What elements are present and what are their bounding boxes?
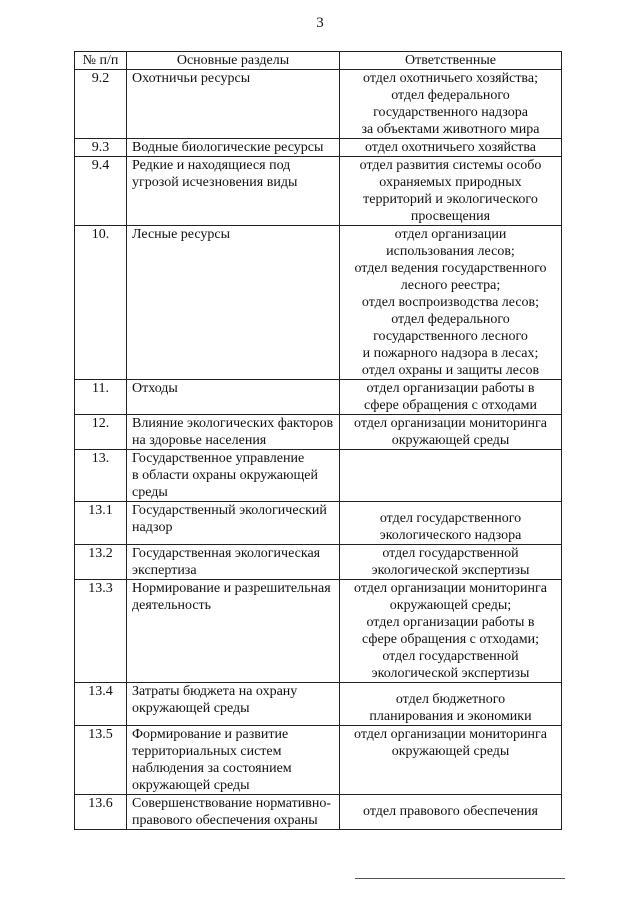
footer-rule (355, 878, 565, 879)
header-number: № п/п (75, 52, 127, 70)
responsible-line: отдел организации мониторинга (354, 727, 547, 742)
section-line: Формирование и развитие (132, 727, 289, 742)
table-row (75, 139, 562, 157)
table-header-row (75, 52, 562, 70)
row-responsible (340, 70, 562, 139)
row-section (127, 502, 340, 545)
table-row (75, 226, 562, 380)
row-section (127, 795, 340, 830)
row-responsible (340, 502, 562, 545)
section-line: на здоровье населения (132, 433, 267, 448)
responsible-line: отдел государственного (379, 511, 522, 526)
row-responsible (340, 683, 562, 726)
responsible-line: отдел организации мониторинга (354, 416, 547, 431)
table-row (75, 580, 562, 683)
section-line: Водные биологические ресурсы (132, 140, 324, 155)
responsible-line: отдел бюджетного (395, 692, 506, 707)
row-section (127, 380, 340, 415)
row-section (127, 139, 340, 157)
responsible-line: окружающей среды (391, 744, 510, 759)
responsible-line: охраняемых природных (379, 175, 522, 190)
row-number: 13.6 (75, 795, 127, 830)
responsible-line: просвещения (410, 209, 491, 224)
table-body (75, 70, 562, 830)
section-line: Охотничьи ресурсы (132, 71, 251, 86)
table-row (75, 380, 562, 415)
responsible-line: окружающей среды; (389, 598, 512, 613)
section-line: Государственное управление (132, 451, 305, 466)
section-line: угрозой исчезновения виды (132, 175, 298, 190)
table-row (75, 502, 562, 545)
row-number: 9.4 (75, 157, 127, 226)
responsible-line: экологического надзора (379, 528, 522, 543)
section-line: Государственный экологический (132, 503, 327, 518)
row-section (127, 450, 340, 502)
row-number: 13. (75, 450, 127, 502)
responsible-line: государственного лесного (373, 329, 528, 344)
row-section (127, 157, 340, 226)
table-row (75, 70, 562, 139)
responsible-line: отдел воспроизводства лесов; (361, 295, 540, 310)
row-responsible (340, 545, 562, 580)
responsibility-table (74, 51, 562, 830)
page-number: 3 (316, 15, 324, 31)
responsible-line: отдел охраны и защиты лесов (361, 363, 540, 378)
responsible-line: отдел охотничьего хозяйства; (363, 71, 538, 86)
section-line: в области охраны окружающей (132, 468, 318, 483)
responsible-line: государственного надзора (373, 105, 528, 120)
header-sections: Основные разделы (127, 52, 340, 70)
row-section (127, 545, 340, 580)
section-line: территориальных систем (132, 744, 282, 759)
row-number: 9.2 (75, 70, 127, 139)
responsible-line: отдел федерального (391, 312, 510, 327)
responsible-line: сфере обращения с отходами (363, 398, 538, 413)
responsible-line: отдел организации работы в (366, 381, 535, 396)
row-section (127, 726, 340, 795)
section-line: Отходы (132, 381, 178, 396)
table-row (75, 545, 562, 580)
responsible-line: отдел ведения государственного (354, 261, 547, 276)
row-section (127, 580, 340, 683)
section-line: среды (132, 485, 168, 500)
responsible-line: планирования и экономики (369, 709, 532, 724)
row-responsible (340, 415, 562, 450)
row-number: 13.3 (75, 580, 127, 683)
row-number: 9.3 (75, 139, 127, 157)
section-line: окружающей среды (132, 701, 250, 716)
responsible-line: за объектами животного мира (361, 122, 540, 137)
row-responsible (340, 726, 562, 795)
responsible-line: отдел правового обеспечения (363, 804, 538, 819)
responsible-line: и пожарного надзора в лесах; (362, 346, 539, 361)
responsible-line: экологической экспертизы (371, 666, 530, 681)
row-number: 10. (75, 226, 127, 380)
responsible-line: отдел охотничьего хозяйства (364, 140, 537, 155)
row-number: 13.4 (75, 683, 127, 726)
responsible-line: отдел развития системы особо (359, 158, 542, 173)
section-line: Затраты бюджета на охрану (132, 684, 298, 699)
responsible-line: использования лесов; (386, 244, 515, 259)
responsible-line: отдел государственной (382, 649, 519, 664)
section-line: надзор (132, 520, 173, 535)
row-number: 13.2 (75, 545, 127, 580)
row-responsible (340, 795, 562, 830)
table-row (75, 450, 562, 502)
section-line: Государственная экологическая (132, 546, 321, 561)
row-responsible (340, 380, 562, 415)
section-line: Влияние экологических факторов (132, 416, 334, 431)
table-row (75, 157, 562, 226)
responsible-line: сфере обращения с отходами; (362, 632, 539, 647)
row-section (127, 683, 340, 726)
row-section (127, 415, 340, 450)
section-line: окружающей среды (132, 778, 250, 793)
section-line: Редкие и находящиеся под (132, 158, 291, 173)
responsible-line: отдел государственной (382, 546, 519, 561)
responsible-line: отдел организации работы в (366, 615, 535, 630)
header-responsible: Ответственные (340, 52, 562, 70)
section-line: экспертиза (132, 563, 197, 578)
row-number: 11. (75, 380, 127, 415)
table-row (75, 726, 562, 795)
table-row (75, 795, 562, 830)
responsible-line: территорий и экологического (363, 192, 538, 207)
row-number: 13.5 (75, 726, 127, 795)
responsible-line: окружающей среды (391, 433, 510, 448)
responsible-line: отдел организации (394, 227, 507, 242)
row-section (127, 226, 340, 380)
section-line: Лесные ресурсы (132, 227, 230, 242)
responsible-line: лесного реестра; (400, 278, 501, 293)
row-number: 12. (75, 415, 127, 450)
responsible-line: отдел организации мониторинга (354, 581, 547, 596)
section-line: наблюдения за состоянием (132, 761, 292, 776)
table-row (75, 683, 562, 726)
row-responsible (340, 580, 562, 683)
table-row (75, 415, 562, 450)
row-number: 13.1 (75, 502, 127, 545)
section-line: Нормирование и разрешительная (132, 581, 331, 596)
section-line: Совершенствование нормативно- (132, 796, 332, 811)
row-section (127, 70, 340, 139)
row-responsible (340, 157, 562, 226)
row-responsible (340, 139, 562, 157)
section-line: правового обеспечения охраны (132, 813, 318, 828)
section-line: деятельность (132, 598, 212, 613)
row-responsible (340, 450, 562, 502)
responsible-line: отдел федерального (391, 88, 510, 103)
row-responsible (340, 226, 562, 380)
responsible-line: экологической экспертизы (371, 563, 530, 578)
